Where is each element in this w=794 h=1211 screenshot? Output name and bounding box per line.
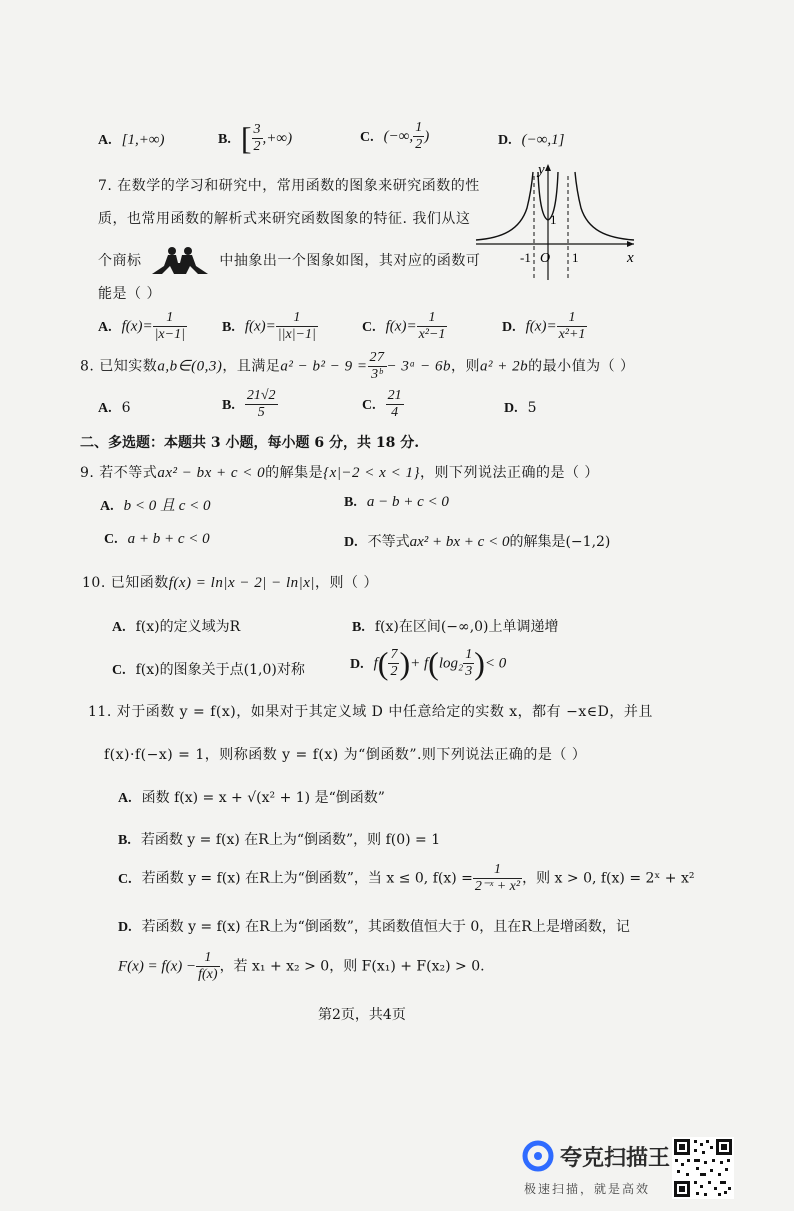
watermark-brand: 夸克扫描王 bbox=[560, 1146, 671, 1171]
q6-option-c: C. (−∞, $\frac{1}{2}$ ) bbox=[360, 120, 430, 153]
graph-origin-label: O bbox=[540, 251, 551, 266]
q10-option-c: C. f(x)的图象关于点(1,0)对称 bbox=[112, 662, 305, 678]
graph-y-label: y bbox=[538, 162, 545, 178]
q9-option-c: C. a + b + c < 0 bbox=[104, 531, 210, 547]
q9-option-a: A. b < 0 且 c < 0 bbox=[100, 498, 211, 514]
kappa-logo-icon bbox=[150, 246, 210, 276]
q7-option-b: B. f(x)= $\frac{1}{||x|-1|}$ bbox=[222, 310, 316, 343]
q7-option-d: D. f(x)= $\frac{1}{\text{x²+1}}$ bbox=[502, 310, 586, 343]
q11-option-d: D. 若函数 y = f(x) 在R上为“倒函数”，其函数值恒大于 0，且在R上是增函数，记 bbox=[118, 919, 630, 935]
q11-option-c: C. 若函数 y = f(x) 在R上为“倒函数”，当 x ≤ 0, f(x) = $\frac{1}{\text{2⁻ˣ + x²}}$ ，则 x > 0, f(x) = 2ˣ + x² bbox=[118, 862, 695, 895]
q6-option-b: B. [ $\frac{3}{2}$ ,+∞) bbox=[218, 120, 293, 156]
q7-option-a: A. f(x)= $\frac{1}{|x-1|}$ bbox=[98, 310, 185, 343]
q9-option-b: B. a − b + c < 0 bbox=[344, 494, 449, 510]
graph-x-label: x bbox=[627, 250, 634, 266]
q8-option-b: B. $\frac{21√2}{5}$ bbox=[222, 388, 276, 421]
section2-heading: 二、多选题：本题共 3 小题，每小题 6 分，共 18 分. bbox=[80, 435, 420, 451]
q11-option-a: A. 函数 f(x) = x + √(x² + 1) 是“倒函数” bbox=[118, 790, 385, 806]
q7-line4: 能是（ ） bbox=[98, 286, 161, 302]
q7-line3: 个商标 中抽象出一个图象如图，其对应的函数可 bbox=[98, 246, 480, 276]
graph-tick-y1: 1 bbox=[550, 212, 557, 227]
q11-line2: f(x)·f(−x) = 1，则称函数 y = f(x) 为“倒函数”.则下列说法正确的是（ ） bbox=[104, 747, 587, 763]
q11-line1: 11. 对于函数 y = f(x)，如果对于其定义域 D 中任意给定的实数 x，都有 −x∈D，并且 bbox=[88, 704, 653, 720]
q9-option-d: D. 不等式ax² + bx + c < 0的解集是(−1,2) bbox=[344, 534, 611, 550]
watermark-slogan: 极速扫描，就是高效 bbox=[524, 1182, 651, 1196]
quark-logo-icon bbox=[522, 1140, 554, 1172]
q10-option-a: A. f(x)的定义域为R bbox=[112, 619, 241, 635]
q8-option-c: C. $\frac{21}{4}$ bbox=[362, 388, 402, 421]
q8-stem: 8. 已知实数a,b∈(0,3)，且满足a² − b² − 9 = $\frac{27}{\text{3ᵇ}}$ − 3ᵃ − 6b，则a² + 2b的最小值为（ ） bbox=[80, 350, 635, 383]
q11-option-b: B. 若函数 y = f(x) 在R上为“倒函数”，则 f(0) = 1 bbox=[118, 832, 441, 848]
graph-tick-pos1: 1 bbox=[572, 250, 579, 265]
q8-option-d: D. 5 bbox=[504, 400, 537, 416]
q7-line1: 7. 在数学的学习和研究中，常用函数的图象来研究函数的性 bbox=[98, 178, 480, 194]
q7-function-graph bbox=[472, 158, 642, 282]
q10-option-d: D. f( $\frac{7}{2}$ )+ f(log₂ $\frac{1}{3}$ )< 0 bbox=[350, 645, 507, 681]
qr-code-icon bbox=[672, 1137, 734, 1199]
q6-option-d: D. (−∞,1] bbox=[498, 132, 565, 148]
q10-option-b: B. f(x)在区间(−∞,0)上单调递增 bbox=[352, 619, 559, 635]
q6-option-a: A. [1,+∞) bbox=[98, 132, 165, 148]
q10-stem: 10. 已知函数f(x) = ln|x − 2| − ln|x|，则（ ） bbox=[82, 575, 378, 591]
graph-tick-neg1: -1 bbox=[520, 250, 531, 265]
q9-stem: 9. 若不等式ax² − bx + c < 0的解集是{x|−2 < x < 1}，则下列说法正确的是（ ） bbox=[80, 465, 599, 481]
q11-option-d-line2: F(x) = f(x) − $\frac{1}{f(x)}$ ，若 x₁ + x₂ > 0，则 F(x₁) + F(x₂) > 0. bbox=[118, 950, 485, 983]
page-number: 第2页，共4页 bbox=[318, 1007, 406, 1023]
q7-line2: 质，也常用函数的解析式来研究函数图象的特征. 我们从这 bbox=[98, 211, 471, 227]
q7-option-c: C. f(x)= $\frac{1}{\text{x²−1}}$ bbox=[362, 310, 446, 343]
q8-option-a: A. 6 bbox=[98, 400, 131, 416]
